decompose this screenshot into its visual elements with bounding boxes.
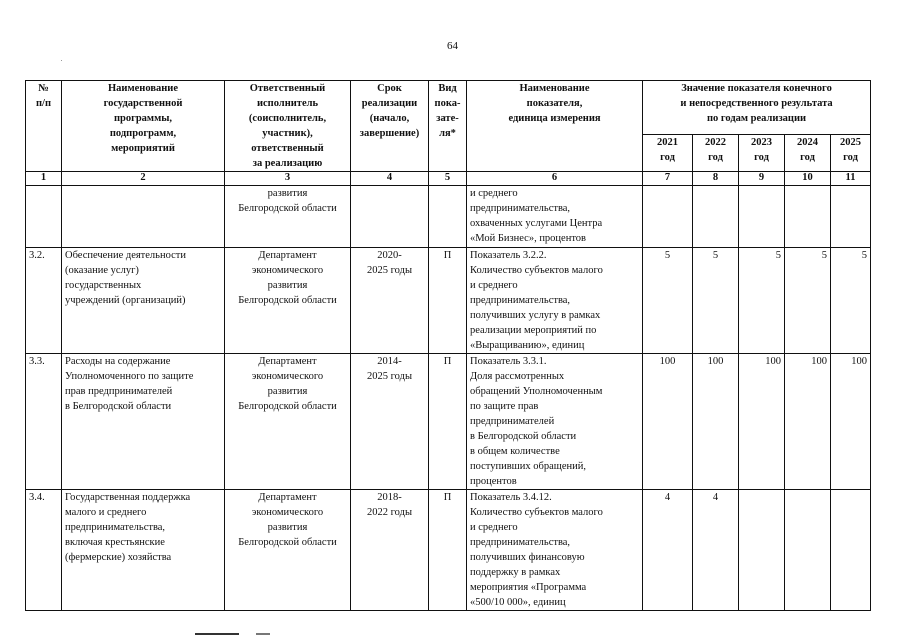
value-cell-2024 [785,490,831,611]
table-row [26,490,871,611]
text-line: Показатель 3.4.12. [470,492,552,503]
text-line: участник), [262,128,313,139]
value-cell-2022: 5 [693,248,739,354]
text-line: развития [267,522,308,533]
text-line: экономического [251,371,324,382]
program-name-cell [62,354,225,490]
value-cell-2024: 5 [785,248,831,354]
value-cell-2021: 4 [643,490,693,611]
text-line: включая крестьянские [65,537,165,548]
indicator-name-cell [467,248,643,354]
text-line: поддержку в рамках [470,567,561,578]
text-line: малого и среднего [65,507,147,518]
text-line: Количество субъектов малого [470,507,603,518]
text-line: в Белгородской области [470,431,577,442]
text-line: предпринимательства, [470,537,571,548]
footnote-rule [195,633,239,635]
text-line: 2025 годы [366,265,412,276]
text-line: зате- [436,113,459,124]
text-line: мероприятия «Программа [470,582,587,593]
text-line: Показатель 3.3.1. [470,356,547,367]
text-line: за реализацию [252,158,323,169]
header-term [351,81,429,172]
text-line: Департамент [258,250,317,261]
text-line: мероприятий [111,143,175,154]
header-year-2021 [643,135,693,172]
value-cell-2022: 4 [693,490,739,611]
header-indicator [467,81,643,172]
text-line: в общем количестве [470,446,560,457]
text-line: п/п [35,98,52,109]
text-line: Количество субъектов малого [470,265,603,276]
text-line: получивших финансовую [470,552,585,563]
text-line: Наименование [108,83,178,94]
text-line: ответственный [251,143,324,154]
term-cell [351,248,429,354]
text-line: Доля рассмотренных [470,371,565,382]
text-line: 2018- [377,492,402,503]
row-number-cell: 3.4. [26,490,62,611]
executor-cell [225,248,351,354]
header-year-2022 [693,135,739,172]
table-row [26,354,871,490]
text-line: Показатель 3.2.2. [470,250,547,261]
scan-artifact-dot [61,60,62,61]
text-line: единица измерения [508,113,601,124]
text-line: и среднего [470,522,518,533]
footnote-rule-fragment [256,633,270,635]
text-line: Департамент [258,356,317,367]
text-line: государственной [103,98,183,109]
header-year-value: 2024 [797,137,818,149]
value-cell-2022: 100 [693,354,739,490]
text-line: обращений Уполномоченным [470,386,603,397]
page-number: 64 [447,40,458,52]
header-year-unit: год [843,152,858,164]
header-row-1 [26,81,871,135]
value-cell-2021: 100 [643,354,693,490]
column-number-2: 2 [62,172,225,186]
text-line: государственных [65,280,142,291]
header-type [429,81,467,172]
header-year-value: 2025 [840,137,861,149]
text-line: Обеспечение деятельности [65,250,186,261]
text-line: Белгородской области [238,537,337,548]
table-row [26,186,871,248]
text-line: предпринимательства, [65,522,166,533]
header-year-unit: год [660,152,675,164]
value-cell-2023: 5 [739,248,785,354]
header-year-2024 [785,135,831,172]
column-number-11: 11 [831,172,871,186]
column-number-8: 8 [693,172,739,186]
header-year-value: 2021 [657,137,678,149]
text-line: 2025 годы [366,371,412,382]
text-line: процентов [470,476,517,487]
column-number-5: 5 [429,172,467,186]
value-cell-2023: 100 [739,354,785,490]
text-line: (фермерские) хозяйства [65,552,172,563]
indicator-type-cell: П [429,490,467,611]
text-line: экономического [251,507,324,518]
text-line: завершение) [359,128,420,139]
executor-cell [225,490,351,611]
text-line: показателя, [526,98,583,109]
indicator-type-cell: П [429,248,467,354]
header-num [26,81,62,172]
text-line: 2020- [377,250,402,261]
header-year-unit: год [754,152,769,164]
column-number-3: 3 [225,172,351,186]
header-year-2025 [831,135,871,172]
text-line: развития [267,386,308,397]
text-line: Государственная поддержка [65,492,191,503]
text-line: 2014- [377,356,402,367]
value-cell-2021 [643,186,693,248]
value-cell-2025: 5 [831,248,871,354]
text-line: прав предпринимателей [65,386,173,397]
text-line: предпринимателей [470,416,555,427]
program-indicator-table [25,80,871,611]
program-name-cell [62,248,225,354]
header-program [62,81,225,172]
text-line: Белгородской области [238,295,337,306]
text-line: и среднего [470,188,518,199]
text-line: 2022 годы [366,507,412,518]
value-cell-2025: 100 [831,354,871,490]
program-name-cell [62,186,225,248]
header-year-unit: год [708,152,723,164]
text-line: развития [267,188,308,199]
text-line: Значение показателя конечного [681,83,832,94]
text-line: реализации [361,98,418,109]
indicator-name-cell [467,186,643,248]
value-cell-2025 [831,490,871,611]
table-body [26,186,871,611]
text-line: Уполномоченного по защите [65,371,194,382]
text-line: Срок [377,83,402,94]
text-line: предпринимательства, [470,203,571,214]
table-row [26,248,871,354]
value-cell-2025 [831,186,871,248]
text-line: Наименование [519,83,590,94]
text-line: и среднего [470,280,518,291]
executor-cell [225,186,351,248]
column-number-9: 9 [739,172,785,186]
term-cell [351,490,429,611]
indicator-name-cell [467,490,643,611]
indicator-type-cell: П [429,354,467,490]
text-line: Белгородской области [238,203,337,214]
value-cell-2023 [739,186,785,248]
value-cell-2024 [785,186,831,248]
text-line: Ответственный [249,83,326,94]
term-cell [351,186,429,248]
text-line: развития [267,280,308,291]
column-number-10: 10 [785,172,831,186]
text-line: реализации мероприятий по [470,325,597,336]
column-number-1: 1 [26,172,62,186]
row-number-cell: 3.2. [26,248,62,354]
text-line: получивших услугу в рамках [470,310,601,321]
text-line: экономического [251,265,324,276]
text-line: учреждений (организаций) [65,295,186,306]
text-line: Расходы на содержание [65,356,171,367]
text-line: (соисполнитель, [248,113,327,124]
column-number-4: 4 [351,172,429,186]
text-line: «Мой Бизнес», процентов [470,233,586,244]
value-cell-2022 [693,186,739,248]
text-line: № [38,83,49,94]
text-line: программы, [113,113,173,124]
text-line: предпринимательства, [470,295,571,306]
header-executor [225,81,351,172]
column-number-6: 6 [467,172,643,186]
text-line: (оказание услуг) [65,265,139,276]
text-line: и непосредственного результата [680,98,833,109]
column-number-row [26,172,871,186]
value-cell-2021: 5 [643,248,693,354]
column-number-7: 7 [643,172,693,186]
text-line: пока- [434,98,461,109]
row-number-cell [26,186,62,248]
header-year-2023 [739,135,785,172]
text-line: подпрограмм, [109,128,177,139]
text-line: по годам реализации [706,113,807,124]
text-line: (начало, [369,113,410,124]
value-cell-2023 [739,490,785,611]
header-year-value: 2023 [751,137,772,149]
header-year-unit: год [800,152,815,164]
text-line: ля* [439,128,456,139]
text-line: Вид [438,83,457,94]
executor-cell [225,354,351,490]
indicator-type-cell [429,186,467,248]
indicator-name-cell [467,354,643,490]
term-cell [351,354,429,490]
text-line: исполнитель [256,98,319,109]
header-year-value: 2022 [705,137,726,149]
program-name-cell [62,490,225,611]
text-line: «Выращиванию», единиц [470,340,585,351]
row-number-cell: 3.3. [26,354,62,490]
text-line: поступивших обращений, [470,461,586,472]
header-values-group [643,81,871,135]
text-line: охваченных услугами Центра [470,218,603,229]
value-cell-2024: 100 [785,354,831,490]
text-line: Белгородской области [238,401,337,412]
text-line: в Белгородской области [65,401,172,412]
text-line: Департамент [258,492,317,503]
text-line: по защите прав [470,401,539,412]
text-line: «500/10 000», единиц [470,597,566,608]
